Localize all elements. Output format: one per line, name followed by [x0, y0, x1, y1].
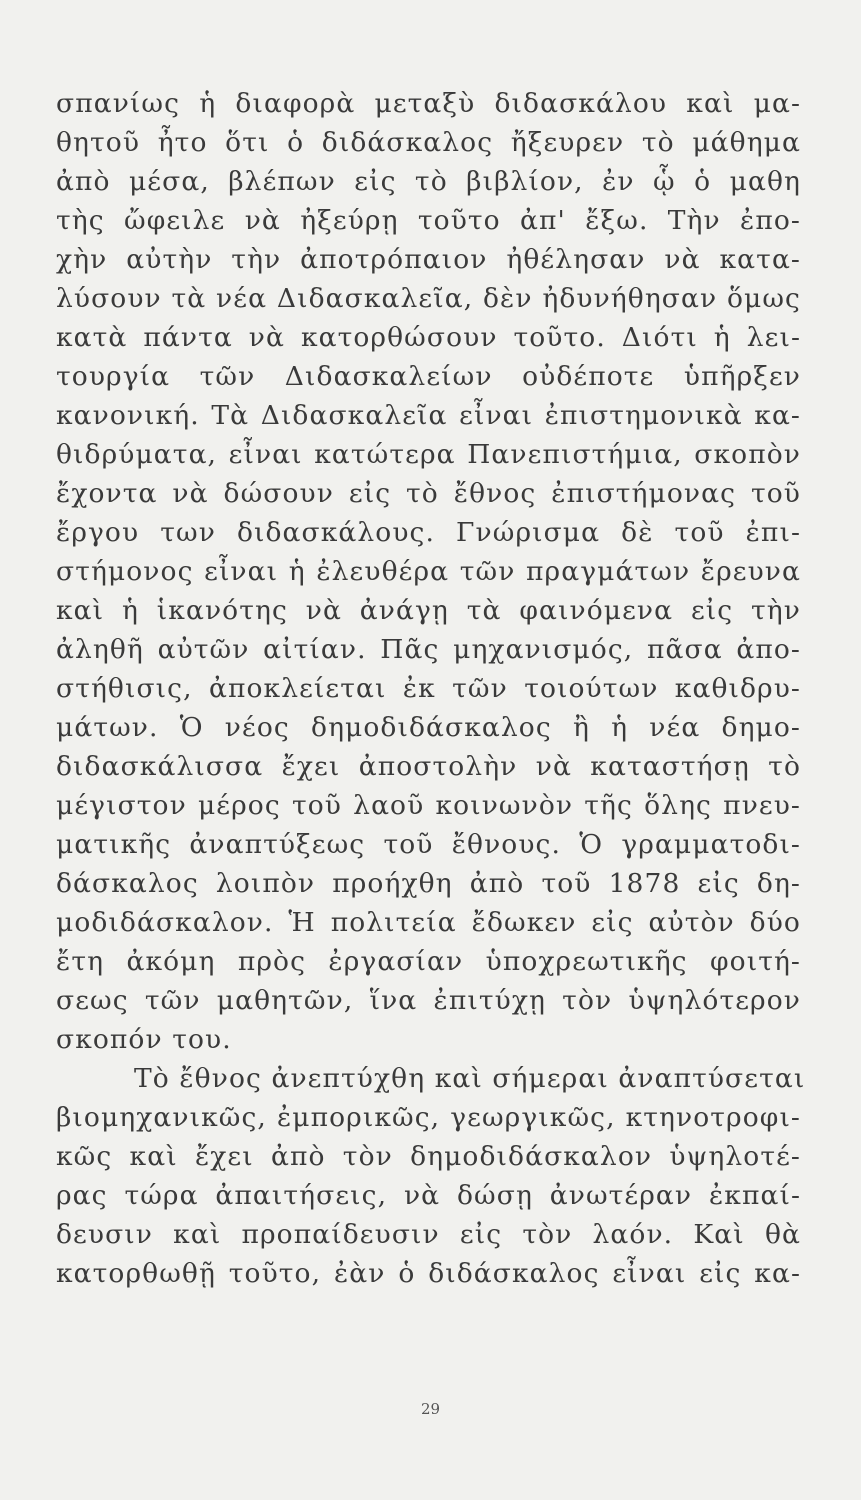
text-line: ἀπὸ μέσα, βλέπων εἰς τὸ βιβλίον, ἐν ᾧ ὁ μαθη: [56, 166, 801, 197]
text-line: χὴν αὐτὴν τὴν ἀποτρόπαιον ἠθέλησαν νὰ κατα-: [56, 244, 801, 275]
text-line: διδασκάλισσα ἔχει ἀποστολὴν νὰ καταστήσῃ τὸ: [56, 751, 801, 782]
text-line: κατὰ πάντα νὰ κατορθώσουν τοῦτο. Διότι ἡ λει-: [56, 322, 801, 353]
text-line: δευσιν καὶ προπαίδευσιν εἰς τὸν λαόν. Καὶ θὰ: [56, 1219, 801, 1250]
text-line: δάσκαλος λοιπὸν προήχθη ἀπὸ τοῦ 1878 εἰς δη-: [56, 868, 801, 899]
text-line: βιομηχανικῶς, ἐμπορικῶς, γεωργικῶς, κτηνοτροφι-: [56, 1102, 801, 1133]
text-line: μέγιστον μέρος τοῦ λαοῦ κοινωνὸν τῆς ὅλης πνευ-: [56, 790, 801, 821]
text-line: σπανίως ἡ διαφορὰ μεταξὺ διδασκάλου καὶ μα-: [56, 88, 801, 119]
page-number: 29: [420, 1400, 441, 1418]
paragraph: [56, 84, 801, 1059]
text-line: σεως τῶν μαθητῶν, ἵνα ἐπιτύχῃ τὸν ὑψηλότερον: [56, 985, 801, 1016]
text-line: καὶ ἡ ἱκανότης νὰ ἀνάγῃ τὰ φαινόμενα εἰς τὴν: [56, 595, 801, 626]
text-line: κατορθωθῇ τοῦτο, ἐὰν ὁ διδάσκαλος εἶναι εἰς κα-: [56, 1258, 801, 1289]
text-line: κῶς καὶ ἔχει ἀπὸ τὸν δημοδιδάσκαλον ὑψηλοτέ-: [56, 1141, 801, 1172]
text-line: λύσουν τὰ νέα Διδασκαλεῖα, δὲν ἠδυνήθησαν ὅμως: [56, 283, 801, 314]
text-line: στήμονος εἶναι ἡ ἐλευθέρα τῶν πραγμάτων ἔρευνα: [56, 556, 801, 587]
body-text: [56, 84, 806, 1293]
text-line: ἔργου των διδασκάλους. Γνώρισμα δὲ τοῦ ἐπι-: [56, 517, 801, 548]
text-line: ρας τώρα ἀπαιτήσεις, νὰ δώσῃ ἀνωτέραν ἐκπαί-: [56, 1180, 801, 1211]
text-line: θητοῦ ἦτο ὅτι ὁ διδάσκαλος ἤξευρεν τὸ μάθημα: [56, 127, 801, 158]
text-line: τουργία τῶν Διδασκαλείων οὐδέποτε ὑπῆρξεν: [56, 361, 801, 392]
text-line: μάτων. Ὁ νέος δημοδιδάσκαλος ἢ ἡ νέα δημο-: [56, 712, 801, 743]
text-line: θιδρύματα, εἶναι κατώτερα Πανεπιστήμια, σκοπὸν: [56, 439, 801, 470]
text-line: κανονική. Τὰ Διδασκαλεῖα εἶναι ἐπιστημονικὰ κα-: [56, 400, 801, 431]
text-line: ἔχοντα νὰ δώσουν εἰς τὸ ἔθνος ἐπιστήμονας τοῦ: [56, 478, 801, 509]
text-line: σκοπόν του.: [56, 1024, 232, 1055]
paragraph: [56, 1059, 806, 1293]
text-line: ἀληθῆ αὐτῶν αἰτίαν. Πᾶς μηχανισμός, πᾶσα ἀπο-: [56, 634, 801, 665]
text-line: μοδιδάσκαλον. Ἡ πολιτεία ἔδωκεν εἰς αὐτὸν δύο: [56, 907, 801, 938]
text-line: Τὸ ἔθνος ἀνεπτύχθη καὶ σήμεραι ἀναπτύσεται: [134, 1063, 806, 1094]
text-line: στήθισις, ἀποκλείεται ἐκ τῶν τοιούτων καθιδρυ-: [56, 673, 801, 704]
text-line: τὴς ὤφειλε νὰ ἠξεύρῃ τοῦτο ἀπ' ἔξω. Τὴν ἐπο-: [56, 205, 801, 236]
text-line: ἔτη ἀκόμη πρὸς ἐργασίαν ὑποχρεωτικῆς φοιτή-: [56, 946, 801, 977]
text-line: ματικῆς ἀναπτύξεως τοῦ ἔθνους. Ὁ γραμματοδι-: [56, 829, 801, 860]
